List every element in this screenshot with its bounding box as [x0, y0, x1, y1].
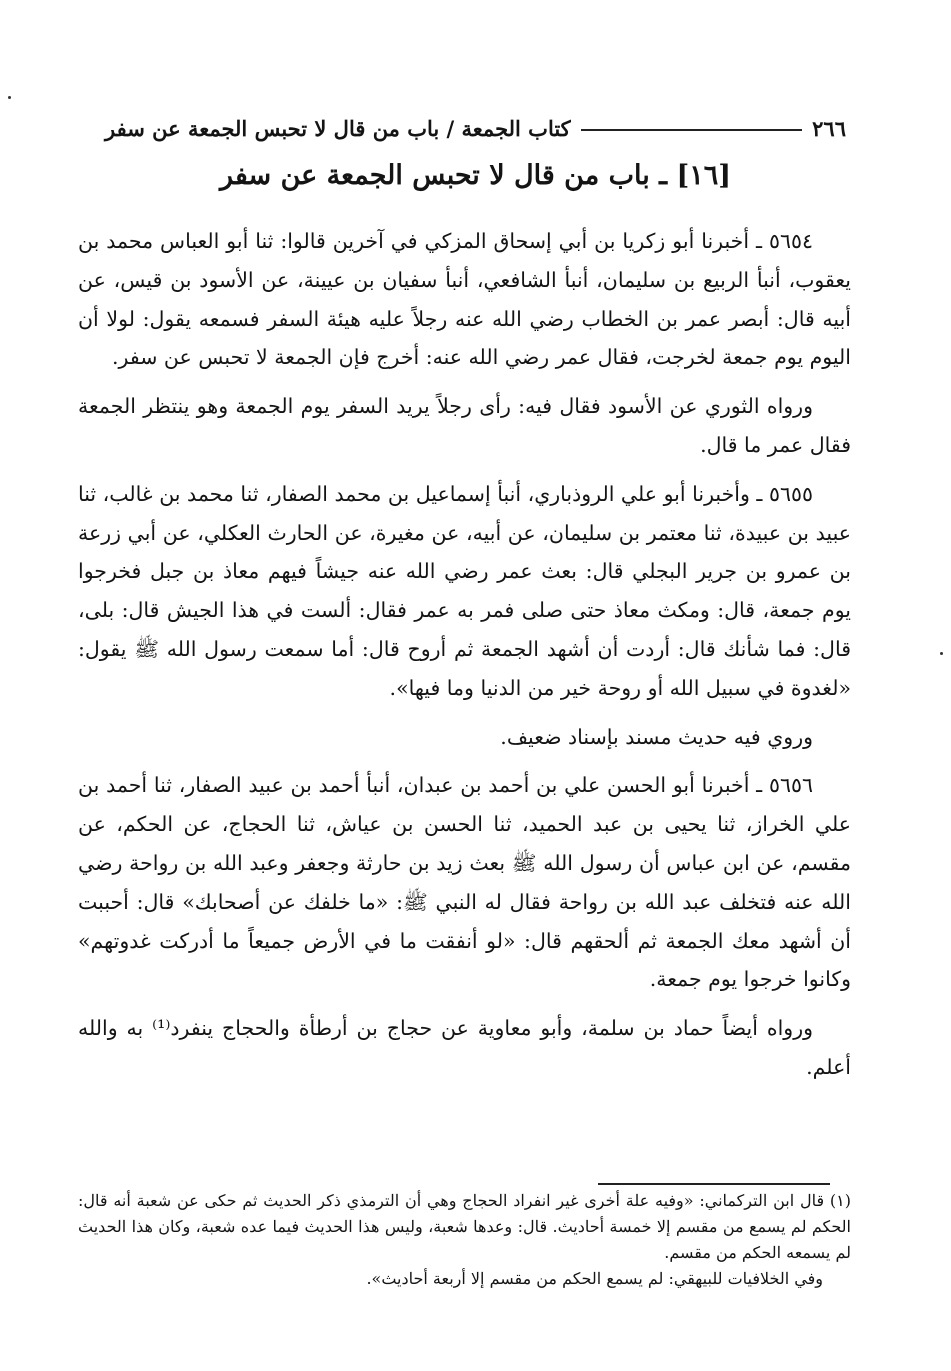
footnote-separator: [598, 1183, 830, 1185]
paragraph-closing: ورواه أيضاً حماد بن سلمة، وأبو معاوية عن حجاج بن أرطأة والحجاج ينفرد⁽¹⁾ به والله أعلم.: [78, 1016, 851, 1079]
running-header: [105, 108, 846, 148]
paragraph-narration-note: ورواه الثوري عن الأسود فقال فيه: رأى رجلاً يريد السفر يوم الجمعة وهو ينتظر الجمعة فقال عمر ما قال.: [78, 394, 851, 457]
page-number: ٢٦٦: [812, 115, 846, 141]
footnote-1-continuation: وفي الخلافيات للبيهقي: لم يسمع الحكم من مقسم إلا أربعة أحاديث».: [366, 1269, 823, 1288]
paragraph-weak-chain-note: وروي فيه حديث مسند بإسناد ضعيف.: [500, 724, 813, 749]
paragraph-hadith-5654: ٥٦٥٤ ـ أخبرنا أبو زكريا بن أبي إسحاق المزكي في آخرين قالوا: ثنا أبو العباس محمد بن يعقوب، أنبأ الربيع بن سليمان، أنبأ الشافعي، أنبأ سفيان بن عيينة، عن الأسود بن قيس، عن أبيه قال: أبصر عمر بن الخطاب رضي الله عنه رجلاً عليه هيئة السفر فسمعه يقول: لولا أن اليوم يوم جمعة لخرجت، فقال عمر رضي الله عنه: أخرج فإن الجمعة لا تحبس عن سفر.: [78, 229, 851, 370]
paragraph-hadith-5656: ٥٦٥٦ ـ أخبرنا أبو الحسن علي بن أحمد بن عبدان، أنبأ أحمد بن عبيد الصفار، ثنا أحمد بن علي الخراز، ثنا يحيى بن عبد الحميد، ثنا الحسن بن عياش، ثنا الحجاج، عن الحكم، عن مقسم، عن ابن عباس أن رسول الله ﷺ بعث زيد بن حارثة وجعفر وعبد الله بن رواحة رضي الله عنه فتخلف عبد الله بن رواحة فقال له النبي ﷺ: «ما خلفك عن أصحابك» قال: أحببت أن أشهد معك الجمعة ثم ألحقهم قال: «لو أنفقت ما في الأرض جميعاً ما أدركت غدوتهم» وكانوا خرجوا يوم جمعة.: [78, 773, 851, 992]
margin-speck: [8, 96, 11, 99]
main-text: [78, 222, 851, 1087]
running-title: كتاب الجمعة / باب من قال لا تحبس الجمعة عن سفر: [105, 115, 571, 141]
footnotes: [78, 1188, 851, 1292]
chapter-title: [١٦] ـ باب من قال لا تحبس الجمعة عن سفر: [219, 160, 732, 191]
header-rule: [581, 129, 802, 131]
margin-speck: [940, 652, 943, 655]
paragraph-hadith-5655: ٥٦٥٥ ـ وأخبرنا أبو علي الروذباري، أنبأ إسماعيل بن محمد الصفار، ثنا محمد بن غالب، ثنا عبيد بن عبيدة، ثنا معتمر بن سليمان، عن أبيه، عن مغيرة، عن الحارث العكلي، عن أبي زرعة بن عمرو بن جرير البجلي قال: بعث عمر رضي الله عنه جيشاً فيهم معاذ بن جبل فخرجوا يوم جمعة، قال: ومكث معاذ حتى صلى فمر به عمر فقال: ألست في هذا الجيش قال: بلى، قال: فما شأنك قال: أردت أن أشهد الجمعة ثم أروح قال: أما سمعت رسول الله ﷺ يقول: «لغدوة في سبيل الله أو روحة خير من الدنيا وما فيها».: [78, 481, 851, 700]
footnote-1: (١) قال ابن التركماني: «وفيه علة أخرى غير انفراد الحجاج وهي أن الترمذي ذكر الحديث ثم حكى عن شعبة أنه قال: الحكم لم يسمع من مقسم إلا خمسة أحاديث. قال: وعدها شعبة، وليس هذا الحديث فيما عده شعبة، وكان هذا الحديث لم يسمعه الحكم من مقسم.: [78, 1191, 851, 1262]
